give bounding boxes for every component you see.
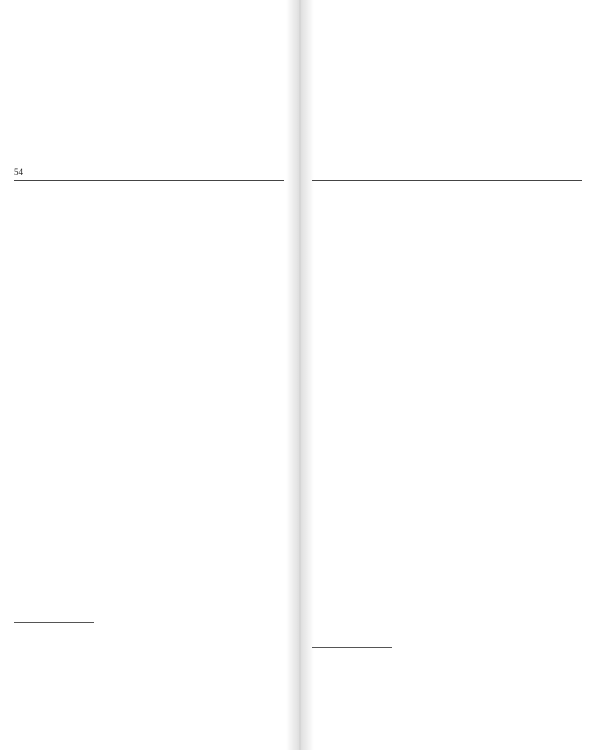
right-head-rule [312,180,582,181]
right-page [302,0,600,750]
right-footnote-rule [312,647,392,648]
left-page-number: 54 [14,167,23,177]
book-gutter-shadow [286,0,314,750]
left-page [0,0,298,750]
left-head-rule [14,180,284,181]
left-running-head [14,167,284,177]
left-footnote-rule [14,622,94,623]
